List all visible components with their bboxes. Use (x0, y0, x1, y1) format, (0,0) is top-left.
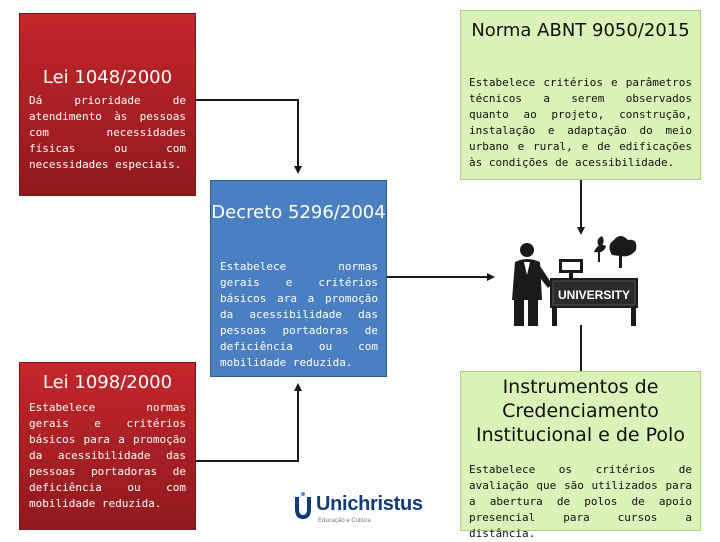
university-sign-text: UNIVERSITY (557, 288, 631, 302)
norma-abnt-text: Estabelece critérios e parâmetros técnicos a serem observados quanto ao projeto, construção, instalação e adaptação do meio urbano e rural, e de edificações às condições de acessibilidade. (469, 76, 692, 169)
decreto-text: Estabelece normas gerais e critérios básicos ara a promoção da acessibilidade das pessoas portadoras de deficiência ou com mobilidade reduzida. (220, 260, 378, 369)
logo-brand: Unichristus (316, 493, 423, 515)
instrumentos-box (460, 371, 701, 540)
instrumentos-title: Instrumentos de Credenciamento Institucional e de Polo (476, 376, 685, 446)
norma-abnt-box (460, 10, 701, 180)
logo-tagline: Educação e Cultura (318, 518, 371, 524)
arrow-lei1098-to-decreto (196, 385, 298, 461)
lei-1048-title: Lei 1048/2000 (42, 67, 173, 88)
lei-1098-text: Estabelece normas gerais e critérios básicos para a promoção da acessibilidade das pessoas portadoras de deficiência ou com mobilidade reduzida. (29, 401, 186, 510)
lei-1098-box (19, 362, 196, 530)
instrumentos-text: Estabelece os critérios de avaliação que são utilizados para a abertura de polos de apoio presencial para cursos a distância. (469, 463, 692, 540)
lei-1098-title: Lei 1098/2000 (42, 372, 173, 393)
arrow-lei1048-to-decreto (196, 100, 298, 172)
lei-1048-text: Dá prioridade de atendimento às pessoas com necessidades físicas ou com necessidades especiais. (29, 94, 186, 171)
university-person-icon (512, 236, 638, 326)
decreto-title: Decreto 5296/2004 (211, 202, 386, 223)
unichristus-logo (292, 489, 423, 529)
logo-u-icon (292, 491, 314, 523)
norma-abnt-title: Norma ABNT 9050/2015 (471, 20, 690, 41)
decreto-box (210, 180, 387, 377)
lei-1048-box (19, 13, 196, 196)
